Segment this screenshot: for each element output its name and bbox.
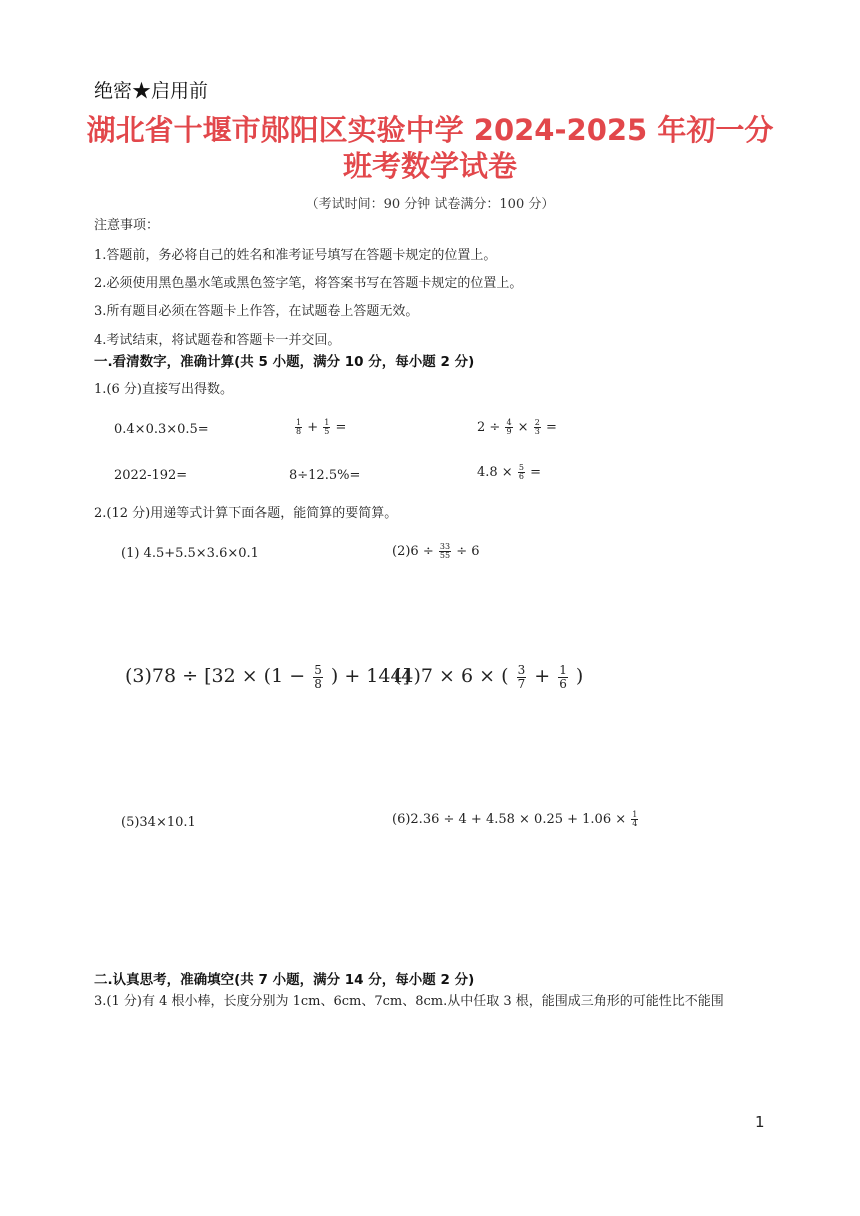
question1-stem: 1.(6 分)直接写出得数。 (94, 382, 233, 397)
section1-title: 一.看清数字，准确计算(共 5 小题，满分 10 分，每小题 2 分) (94, 354, 475, 370)
q1-item-e: 8÷12.5%= (289, 468, 361, 483)
fraction: $\frac{1}{6}$ (559, 663, 567, 691)
q2-part1: (1) 4.5+5.5×3.6×0.1 (121, 546, 259, 561)
q1-item-a: 0.4×0.3×0.5= (114, 422, 209, 437)
fraction: $\frac{33}{55}$ (439, 542, 451, 560)
q2-part5: (5)34×10.1 (121, 815, 196, 830)
fraction: $\frac{2}{3}$ (534, 418, 540, 436)
exam-time-and-score: （考试时间：90 分钟 试卷满分：100 分） (305, 197, 555, 212)
fraction: $\frac{3}{7}$ (517, 663, 526, 691)
q1-item-b: $\frac{1}{8}$ + $\frac{1}{5}$ = (296, 418, 347, 436)
question2-stem: 2.(12 分)用递等式计算下面各题，能简算的要简算。 (94, 506, 398, 521)
note-item: 2.必须使用黑色墨水笔或黑色签字笔，将答案书写在答题卡规定的位置上。 (94, 276, 523, 291)
fraction: $\frac{4}{9}$ (506, 418, 512, 436)
fraction: $\frac{5}{6}$ (518, 463, 524, 481)
exam-title-line2: 班考数学试卷 (342, 149, 517, 183)
confidential-label: 绝密★启用前 (94, 80, 209, 102)
q2-part2: (2)6 ÷ $\frac{33}{55}$ ÷ 6 (392, 542, 480, 560)
fraction: $\frac{1}{8}$ (296, 418, 302, 436)
fraction: $\frac{5}{8}$ (314, 663, 322, 691)
fraction: $\frac{1}{5}$ (324, 418, 330, 436)
q1-item-d: 2022-192= (114, 468, 188, 483)
note-item: 4.考试结束，将试题卷和答题卡一并交回。 (94, 333, 341, 348)
note-item: 3.所有题目必须在答题卡上作答，在试题卷上答题无效。 (94, 304, 419, 319)
note-item: 1.答题前，务必将自己的姓名和准考证号填写在答题卡规定的位置上。 (94, 248, 497, 263)
q1-item-f: 4.8 × $\frac{5}{6}$ = (477, 463, 541, 481)
q2-part4: (4)7 × 6 × ( $\frac{3}{7}$ + $\frac{1}{6}$ ) (394, 663, 584, 691)
q2-part3: (3)78 ÷ [32 × (1 − $\frac{5}{8}$ ) + 144] (125, 663, 410, 691)
notes-heading: 注意事项： (94, 218, 160, 233)
exam-title-line1: 湖北省十堰市郧阳区实验中学 2024-2025 年初一分 (86, 113, 774, 147)
section2-title: 二.认真思考，准确填空(共 7 小题，满分 14 分，每小题 2 分) (94, 972, 475, 988)
page-number: 1 (755, 1113, 765, 1131)
fraction: $\frac{1}{4}$ (632, 810, 638, 828)
q1-item-c: 2 ÷ $\frac{4}{9}$ × $\frac{2}{3}$ = (477, 418, 557, 436)
question3-stem: 3.(1 分)有 4 根小棒，长度分别为 1cm、6cm、7cm、8cm.从中任取 3 根，能围成三角形的可能性比不能围 (94, 994, 724, 1009)
q2-part6: (6)2.36 ÷ 4 + 4.58 × 0.25 + 1.06 × $\frac{1}{4}$ (392, 810, 638, 828)
